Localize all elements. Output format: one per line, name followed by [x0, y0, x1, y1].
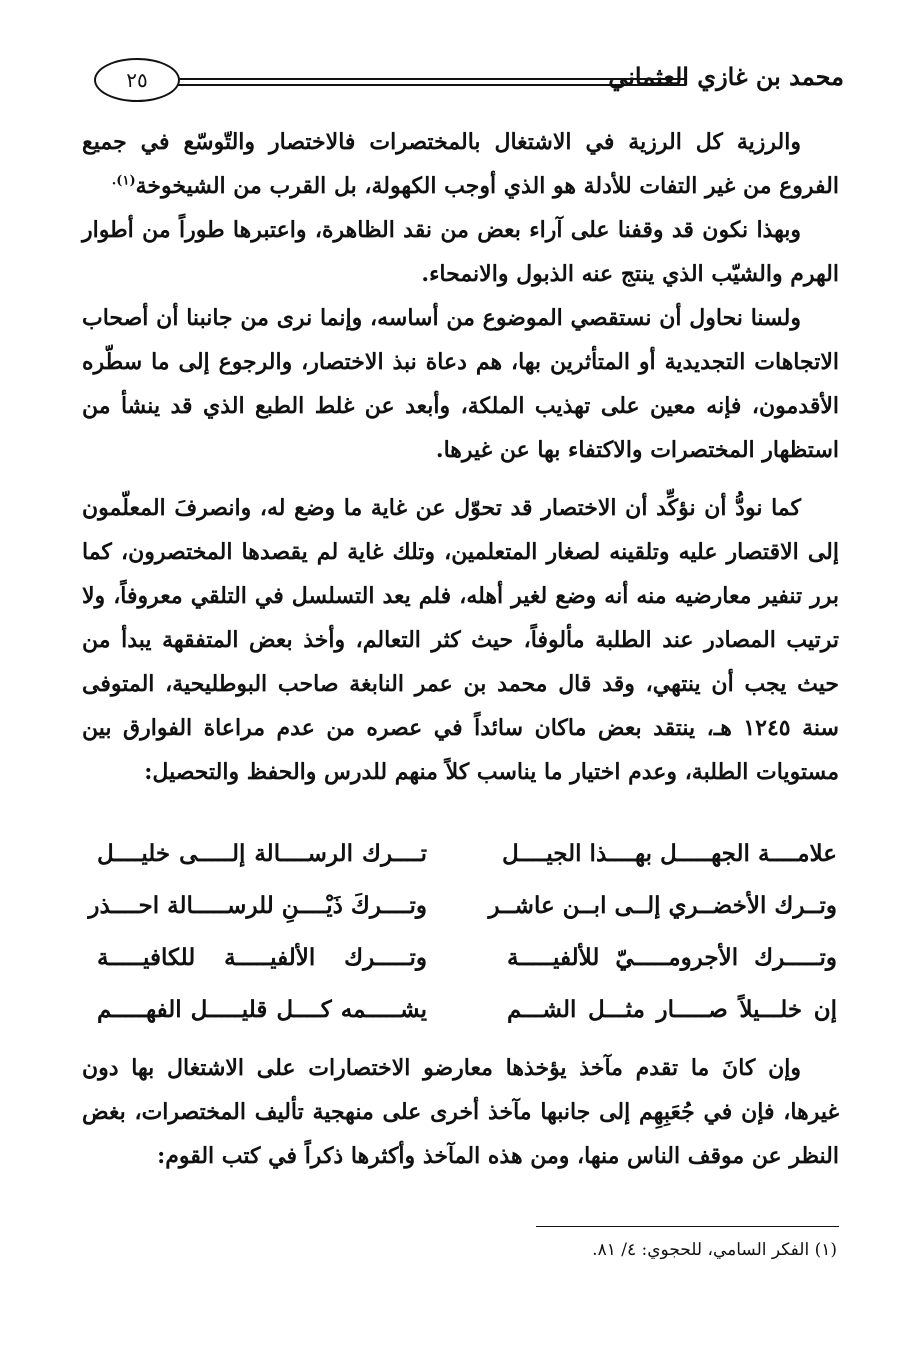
page-header [92, 56, 844, 106]
poem [88, 828, 837, 1036]
poem-verse [97, 828, 837, 880]
verse-first-hemistich: وتـــــرك الأجرومـــــيّ للألفيـــــة [507, 944, 837, 971]
poem-verse [88, 880, 837, 932]
running-title: محمد بن غازي العثماني [608, 62, 844, 91]
verse-first-hemistich: علامــــة الجهـــــل بهــــذا الجيــــل [501, 840, 837, 867]
verse-second-hemistich: تــــرك الرســــالة إلـــــى خليــــل [97, 840, 427, 867]
poem-verse [97, 984, 837, 1036]
page-number: ٢٥ [94, 58, 180, 102]
paragraph-4: كما نودُّ أن نؤكِّد أن الاختصار قد تحوّل عن غاية ما وضع له، وانصرفَ المعلّمون إلى الاقتصار عليه وتلقينه لصغار المتعلمين، وتلك غاية لم يقصدها المختصرون، كما برر تنفير معارضيه منه أنه وضع لغير أهله، فلم يعد التسلسل في التلقي معروفاً، ولا ترتيب المصادر عند الطلبة مألوفاً، حيث كثر التعالم، وأخذ بعض المتفقهة يبدأ من حيث يجب أن ينتهي، وقد قال محمد بن عمر النابغة صاحب البوطليحية، المتوفى سنة ١٢٤٥ هـ، ينتقد بعض ماكان سائداً في عصره من عدم مراعاة الفوارق بين مستويات الطلبة، وعدم اختيار ما يناسب كلاً منهم للدرس والحفظ والتحصيل: [82, 495, 839, 785]
poem-verse [97, 932, 837, 984]
footnote-separator [536, 1226, 839, 1227]
verse-first-hemistich: إن خلـــيلاً صـــــار مثـــل الشـــم [507, 996, 837, 1023]
paragraph-1-text: والرزية كل الرزية في الاشتغال بالمختصرات فالاختصار والتّوسّع في جميع الفروع من غير التفات للأدلة هو الذي أوجب الكهولة، بل القرب من الشيخوخة [82, 129, 839, 199]
paragraph-5: وإن كانَ ما تقدم مآخذ يؤخذها معارضو الاختصارات على الاشتغال بها دون غيرها، فإن في جُعَبِهِم إلى جانبها مآخذ أخرى على منهجية تأليف المختصرات، بغض النظر عن موقف الناس منها، ومن هذه المآخذ وأكثرها ذكراً في كتب القوم: [82, 1055, 839, 1169]
verse-second-hemistich: وتـــــرك الألفيـــــة للكافيـــــة [97, 944, 427, 971]
footnote: (١) الفكر السامي، للحجوي: ٤/ ٨١. [592, 1240, 837, 1260]
verse-second-hemistich: وتــــركَ ذَيْــــنِ للرســـــالة احــــذر [88, 892, 427, 919]
paragraph-3: ولسنا نحاول أن نستقصي الموضوع من أساسه، وإنما نرى من جانبنا أن أصحاب الاتجاهات التجديدية أو المتأثرين بها، هم دعاة نبذ الاختصار، والرجوع إلى ما سطّره الأقدمون، فإنه معين على تهذيب الملكة، وأبعد عن غلط الطبع الذي قد ينشأ من استظهار المختصرات والاكتفاء بها عن غيرها. [82, 305, 839, 463]
verse-second-hemistich: يشـــــمه كــــل قليـــــل الفهـــــم [97, 996, 427, 1023]
verse-first-hemistich: وتــرك الأخضــري إلــى ابــن عاشــر [488, 892, 837, 919]
paragraph-1 [82, 120, 839, 208]
footnote-marker[interactable]: (١). [111, 173, 136, 189]
paragraph-2: وبهذا نكون قد وقفنا على آراء بعض من نقد الظاهرة، واعتبرها طوراً من أطوار الهرم والشيّب الذي ينتج عنه الذبول والانمحاء. [82, 217, 839, 287]
